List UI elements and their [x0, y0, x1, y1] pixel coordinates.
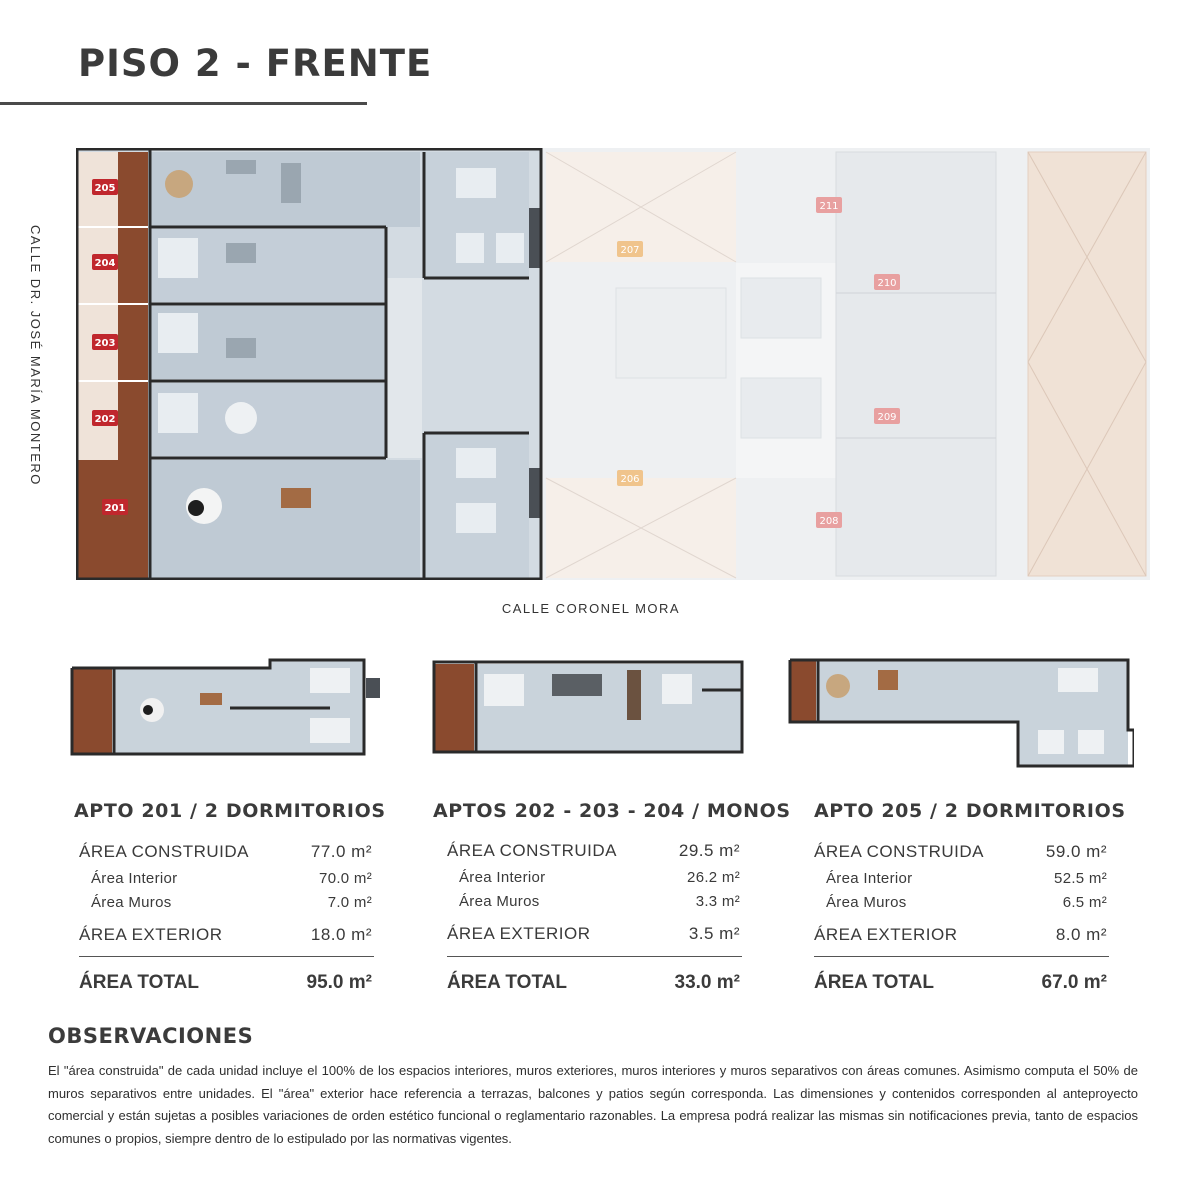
svg-text:209: 209 — [877, 412, 897, 423]
row-construida-monos: ÁREA CONSTRUIDA 29.5 m² — [447, 841, 740, 860]
dark-stair — [529, 208, 541, 268]
unit-heading: APTO 205 / 2 DORMITORIOS — [814, 800, 1126, 822]
row-total-monos: ÁREA TOTAL 33.0 m² — [447, 972, 740, 993]
unit-card-205 — [814, 800, 1126, 822]
unit-heading: APTOS 202 - 203 - 204 / MONOS — [433, 800, 791, 822]
row-interior-monos: Área Interior 26.2 m² — [459, 869, 740, 886]
street-label-side: CALLE DR. JOSÉ MARÍA MONTERO — [28, 225, 43, 486]
unit-card-monos — [433, 800, 791, 822]
svg-text:205: 205 — [94, 183, 116, 194]
row-construida-205: ÁREA CONSTRUIDA 59.0 m² — [814, 842, 1107, 861]
svg-text:203: 203 — [94, 338, 116, 349]
row-muros-monos: Área Muros 3.3 m² — [459, 893, 740, 910]
row-interior-205: Área Interior 52.5 m² — [826, 870, 1107, 887]
row-exterior-monos: ÁREA EXTERIOR 3.5 m² — [447, 924, 740, 943]
dark-stair-2 — [529, 468, 541, 518]
mini-plan-201 — [70, 658, 384, 758]
svg-text:206: 206 — [620, 474, 640, 485]
unit-201-floor — [150, 460, 420, 578]
observations-text: El "área construida" de cada unidad incluye el 100% de los espacios interiores, muros exteriores, muros interiores y muros separativos con áreas comunes. Asimismo computa el 50% de muros separativos entre unidades. El "área" exterior hace referencia a terrazas, balcones y patios según corresponda. Las dimensiones y contenidos corresponden al anteproyecto comercial y están sujetas a posibles variaciones de orden estético funcional o reglamentario razonables. La empresa podrá realizar las mismas sin notificaciones previa, tanto de espacios comunes o propios, siempre dentro de lo estipulado por las normativas vigentes. — [48, 1063, 1138, 1146]
row-construida-201: ÁREA CONSTRUIDA 77.0 m² — [79, 842, 372, 861]
svg-text:202: 202 — [94, 414, 116, 425]
observations-title: OBSERVACIONES — [48, 1024, 254, 1048]
balcony-strip — [118, 152, 148, 460]
row-exterior-205: ÁREA EXTERIOR 8.0 m² — [814, 925, 1107, 944]
floor-plan — [76, 148, 1150, 580]
row-interior-201: Área Interior 70.0 m² — [91, 870, 372, 887]
svg-text:207: 207 — [620, 245, 640, 256]
terrace-201 — [78, 460, 148, 578]
row-muros-205: Área Muros 6.5 m² — [826, 894, 1107, 911]
row-total-201: ÁREA TOTAL 95.0 m² — [79, 972, 372, 993]
svg-text:208: 208 — [819, 516, 839, 527]
unit-card-201 — [74, 800, 386, 822]
core-corridor — [386, 278, 422, 458]
row-total-205: ÁREA TOTAL 67.0 m² — [814, 972, 1107, 993]
page-title: PISO 2 - FRENTE — [78, 42, 433, 85]
divider-monos — [447, 956, 742, 957]
svg-text:211: 211 — [819, 201, 839, 212]
mini-plan-205 — [788, 658, 1134, 770]
divider-205 — [814, 956, 1109, 957]
unit-heading: APTO 201 / 2 DORMITORIOS — [74, 800, 386, 822]
divider-201 — [79, 956, 374, 957]
svg-text:210: 210 — [877, 278, 897, 289]
mini-plan-monos — [432, 660, 746, 756]
row-muros-201: Área Muros 7.0 m² — [91, 894, 372, 911]
svg-text:201: 201 — [104, 503, 126, 514]
row-exterior-201: ÁREA EXTERIOR 18.0 m² — [79, 925, 372, 944]
svg-text:204: 204 — [94, 258, 116, 269]
ghost-units-right — [836, 152, 996, 576]
title-divider — [0, 102, 367, 105]
street-label-bottom: CALLE CORONEL MORA — [501, 601, 681, 616]
ghost-terrace — [1028, 152, 1146, 576]
